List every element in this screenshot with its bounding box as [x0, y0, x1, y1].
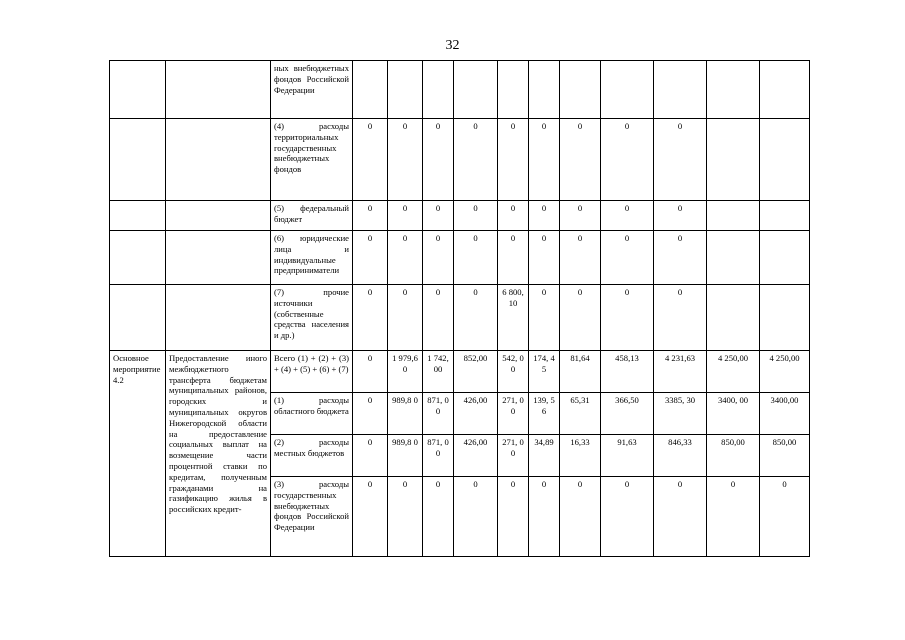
- value-cell: 0: [498, 231, 529, 285]
- value-cell: 0: [601, 231, 654, 285]
- value-cell: [707, 61, 760, 119]
- event-description-cell: Предоставление иного межбюджетного трансферта бюджетам муниципальных районов, городских и муниципальных округов Нижегородской области на предоставление социальных выплат на возмещение части процентной ставки по кредитам, полученным гражданами на газификацию жилья в российских кредит-: [166, 351, 271, 557]
- value-cell: 846,33: [654, 435, 707, 477]
- source-label-cell: (6) юридические лица и индивидуальные предприниматели: [271, 231, 353, 285]
- value-cell: 0: [454, 477, 498, 557]
- funding-table: [109, 60, 810, 557]
- value-cell: [760, 201, 810, 231]
- value-cell: 0: [560, 119, 601, 201]
- value-cell: 0: [353, 119, 388, 201]
- value-cell: 0: [560, 201, 601, 231]
- value-cell: 0: [560, 477, 601, 557]
- event-description-cell: [166, 201, 271, 231]
- value-cell: 0: [353, 477, 388, 557]
- value-cell: [353, 61, 388, 119]
- value-cell: 426,00: [454, 393, 498, 435]
- value-cell: 0: [353, 393, 388, 435]
- source-label-cell: ных внебюджетных фондов Российской Федерации: [271, 61, 353, 119]
- value-cell: 139, 56: [529, 393, 560, 435]
- value-cell: 458,13: [601, 351, 654, 393]
- value-cell: 0: [388, 201, 423, 231]
- value-cell: [760, 231, 810, 285]
- value-cell: 0: [498, 477, 529, 557]
- value-cell: 850,00: [760, 435, 810, 477]
- value-cell: 3385, 30: [654, 393, 707, 435]
- value-cell: 0: [654, 285, 707, 351]
- value-cell: 0: [560, 231, 601, 285]
- value-cell: 1 979,6 0: [388, 351, 423, 393]
- value-cell: 0: [498, 201, 529, 231]
- value-cell: 6 800, 10: [498, 285, 529, 351]
- value-cell: 271, 00: [498, 393, 529, 435]
- event-code-cell: [110, 231, 166, 285]
- value-cell: 4 250,00: [707, 351, 760, 393]
- source-label-cell: Всего (1) + (2) + (3) + (4) + (5) + (6) + (7): [271, 351, 353, 393]
- value-cell: 0: [529, 119, 560, 201]
- value-cell: 0: [454, 201, 498, 231]
- value-cell: 542, 00: [498, 351, 529, 393]
- event-code-cell: Основное мероприятие 4.2: [110, 351, 166, 557]
- value-cell: 0: [454, 285, 498, 351]
- value-cell: 0: [423, 231, 454, 285]
- event-code-cell: [110, 61, 166, 119]
- value-cell: 366,50: [601, 393, 654, 435]
- event-code-cell: [110, 119, 166, 201]
- source-label-cell: (1) расходы областного бюджета: [271, 393, 353, 435]
- value-cell: [760, 119, 810, 201]
- event-description-cell: [166, 285, 271, 351]
- value-cell: [707, 285, 760, 351]
- source-label-cell: (3) расходы государственных внебюджетных фондов Российской Федерации: [271, 477, 353, 557]
- table-row: [110, 231, 810, 285]
- value-cell: 0: [529, 201, 560, 231]
- value-cell: 16,33: [560, 435, 601, 477]
- value-cell: 0: [423, 477, 454, 557]
- value-cell: 0: [454, 119, 498, 201]
- value-cell: 0: [353, 231, 388, 285]
- table-row: [110, 61, 810, 119]
- table-row: [110, 351, 810, 393]
- event-description-cell: [166, 61, 271, 119]
- value-cell: 0: [423, 201, 454, 231]
- value-cell: 0: [707, 477, 760, 557]
- value-cell: 0: [601, 477, 654, 557]
- event-description-cell: [166, 231, 271, 285]
- value-cell: 0: [654, 231, 707, 285]
- value-cell: 852,00: [454, 351, 498, 393]
- value-cell: [423, 61, 454, 119]
- value-cell: 0: [601, 119, 654, 201]
- value-cell: 0: [388, 285, 423, 351]
- value-cell: 0: [601, 201, 654, 231]
- value-cell: 0: [423, 119, 454, 201]
- value-cell: 3400, 00: [707, 393, 760, 435]
- value-cell: 0: [529, 231, 560, 285]
- value-cell: 91,63: [601, 435, 654, 477]
- value-cell: [388, 61, 423, 119]
- value-cell: 850,00: [707, 435, 760, 477]
- page-number: 32: [445, 38, 460, 53]
- table-row: [110, 285, 810, 351]
- value-cell: 0: [454, 231, 498, 285]
- value-cell: 0: [654, 201, 707, 231]
- value-cell: 174, 45: [529, 351, 560, 393]
- source-label-cell: (4) расходы территориальных государственных внебюджетных фондов: [271, 119, 353, 201]
- value-cell: 0: [353, 201, 388, 231]
- source-label-cell: (7) прочие источники (собственные средства населения и др.): [271, 285, 353, 351]
- value-cell: 0: [423, 285, 454, 351]
- value-cell: 81,64: [560, 351, 601, 393]
- value-cell: 0: [353, 285, 388, 351]
- value-cell: 0: [760, 477, 810, 557]
- value-cell: [760, 285, 810, 351]
- value-cell: [560, 61, 601, 119]
- value-cell: 989,8 0: [388, 393, 423, 435]
- event-description-cell: [166, 119, 271, 201]
- value-cell: 0: [388, 477, 423, 557]
- value-cell: [707, 119, 760, 201]
- value-cell: 0: [529, 285, 560, 351]
- value-cell: 0: [654, 477, 707, 557]
- value-cell: 989,8 0: [388, 435, 423, 477]
- value-cell: 3400,00: [760, 393, 810, 435]
- value-cell: [707, 201, 760, 231]
- value-cell: 0: [498, 119, 529, 201]
- event-code-cell: [110, 201, 166, 231]
- value-cell: 0: [529, 477, 560, 557]
- value-cell: [529, 61, 560, 119]
- value-cell: [601, 61, 654, 119]
- value-cell: [498, 61, 529, 119]
- value-cell: 4 250,00: [760, 351, 810, 393]
- value-cell: 0: [654, 119, 707, 201]
- source-label-cell: (2) расходы местных бюджетов: [271, 435, 353, 477]
- value-cell: 34,89: [529, 435, 560, 477]
- value-cell: 0: [353, 435, 388, 477]
- value-cell: 4 231,63: [654, 351, 707, 393]
- value-cell: [654, 61, 707, 119]
- value-cell: [454, 61, 498, 119]
- value-cell: [707, 231, 760, 285]
- value-cell: 0: [388, 119, 423, 201]
- value-cell: 871, 00: [423, 435, 454, 477]
- value-cell: 0: [353, 351, 388, 393]
- value-cell: 871, 00: [423, 393, 454, 435]
- table-row: [110, 201, 810, 231]
- value-cell: 0: [601, 285, 654, 351]
- value-cell: 0: [560, 285, 601, 351]
- value-cell: 65,31: [560, 393, 601, 435]
- value-cell: 0: [388, 231, 423, 285]
- table-row: [110, 119, 810, 201]
- event-code-cell: [110, 285, 166, 351]
- source-label-cell: (5) федеральный бюджет: [271, 201, 353, 231]
- value-cell: 426,00: [454, 435, 498, 477]
- value-cell: 271, 00: [498, 435, 529, 477]
- value-cell: 1 742, 00: [423, 351, 454, 393]
- value-cell: [760, 61, 810, 119]
